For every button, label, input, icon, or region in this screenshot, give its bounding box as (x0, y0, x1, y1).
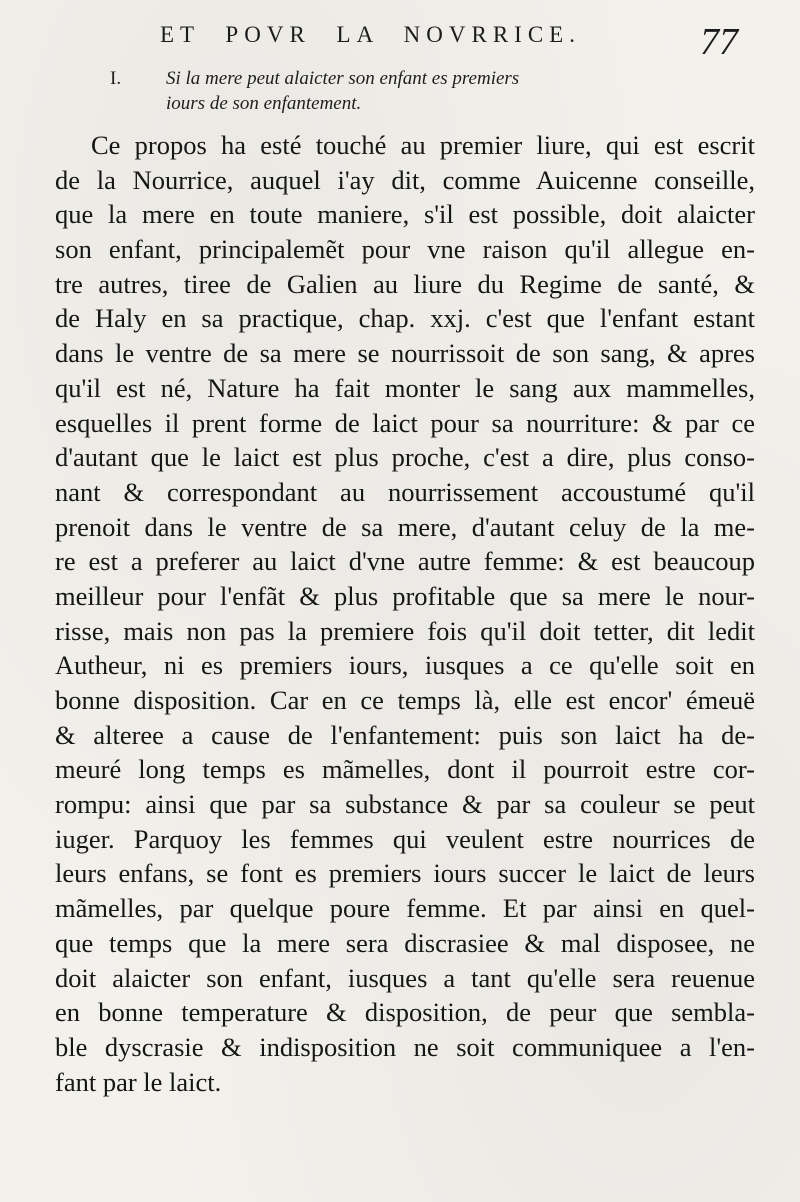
section-title-line-2: iours de son enfantement. (166, 93, 362, 114)
body-line: meuré long temps es mãmelles, dont il pourroit estre cor- (55, 754, 755, 785)
body-line: Ce propos ha esté touché au premier liure, qui est escrit (91, 130, 755, 160)
body-line: bonne disposition. Car en ce temps là, elle est encor' émeuë (55, 685, 755, 715)
body-line: que temps que la mere sera discrasiee & mal disposee, ne (55, 927, 755, 958)
body-line: ble dyscrasie & indisposition ne soit communiquee a l'en- (55, 1031, 755, 1062)
body-line: fant par le laict. (55, 1066, 222, 1097)
body-line: mãmelles, par quelque poure femme. Et par ainsi en quel- (55, 893, 755, 924)
body-line: leurs enfans, se font es premiers iours succer le laict de leurs (55, 858, 755, 889)
page-number: 77 (700, 21, 738, 63)
body-line: en bonne temperature & disposition, de peur que sembla- (55, 997, 755, 1028)
section-title-line-1: Si la mere peut alaicter son enfant es premiers (166, 68, 520, 89)
body-line: meilleur pour l'enfãt & plus profitable que sa mere le nour- (55, 580, 755, 611)
body-line: Autheur, ni es premiers iours, iusques a ce qu'elle soit en (55, 650, 755, 681)
body-line: de la Nourrice, auquel i'ay dit, comme Auicenne conseille, (55, 164, 755, 195)
body-line: & alteree a cause de l'enfantement: puis son laict ha de- (55, 719, 755, 750)
body-line: re est a preferer au laict d'vne autre femme: & est beaucoup (55, 546, 755, 577)
body-line: nant & correspondant au nourrissement accoustumé qu'il (55, 476, 755, 507)
body-line: esquelles il prent forme de laict pour sa nourriture: & par ce (55, 407, 755, 438)
body-line: son enfant, principalemẽt pour vne raison qu'il allegue en- (55, 234, 755, 265)
section-heading (110, 66, 519, 116)
body-line: prenoit dans le ventre de sa mere, d'autant celuy de la me- (55, 511, 755, 542)
body-line: d'autant que le laict est plus proche, c'est a dire, plus conso- (55, 442, 755, 473)
body-line: rompu: ainsi que par sa substance & par sa couleur se peut (55, 789, 755, 820)
body-line: que la mere en toute maniere, s'il est possible, doit alaicter (55, 199, 755, 230)
body-line: qu'il est né, Nature ha fait monter le sang aux mammelles, (55, 372, 755, 403)
running-head: ET POVR LA NOVRRICE. (160, 22, 581, 47)
body-line: risse, mais non pas la premiere fois qu'il doit tetter, dit ledit (55, 615, 755, 646)
body-line: doit alaicter son enfant, iusques a tant qu'elle sera reuenue (55, 962, 755, 993)
body-text (55, 128, 755, 1099)
body-line: de Haly en sa practique, chap. xxj. c'est que l'enfant estant (55, 303, 755, 334)
body-line: dans le ventre de sa mere se nourrissoit de son sang, & apres (55, 338, 755, 369)
body-line: iuger. Parquoy les femmes qui veulent estre nourrices de (55, 823, 755, 854)
section-number: I. (110, 68, 122, 89)
body-line: tre autres, tiree de Galien au liure du Regime de santé, & (55, 268, 755, 299)
